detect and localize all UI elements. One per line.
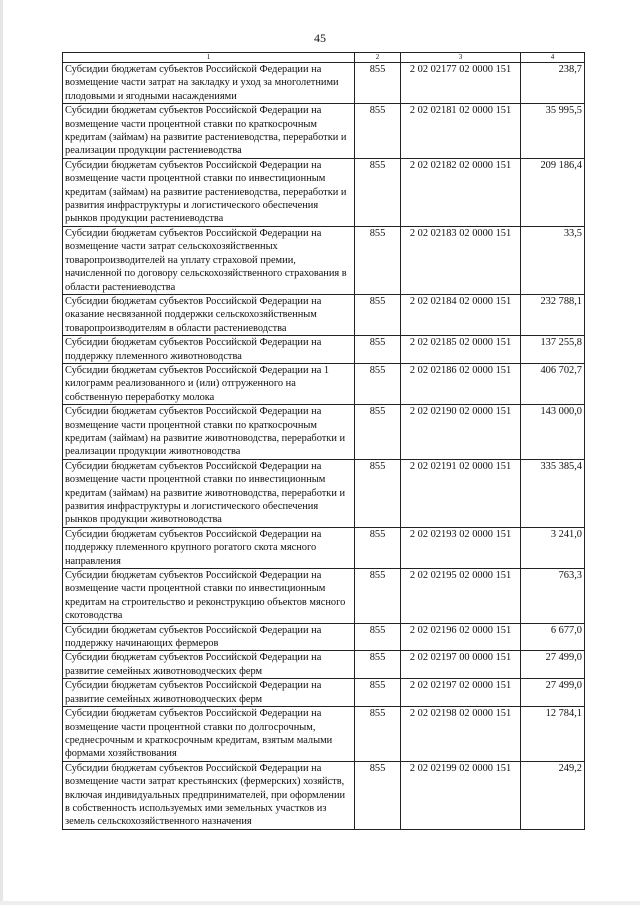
admin-code-cell: 855 [355,294,401,335]
amount-cell: 249,2 [521,761,585,829]
table-row [63,158,585,226]
table-row [63,651,585,679]
amount-cell: 33,5 [521,226,585,294]
admin-code-cell: 855 [355,336,401,364]
admin-code-cell: 855 [355,761,401,829]
admin-code-cell: 855 [355,651,401,679]
revenue-name-cell: Субсидии бюджетам субъектов Российской Федерации на возмещение части процентной ставки по инвестиционным кредитам (займам) на развитие животноводства, переработки и развития инфраструктуры и логистического обеспечения рынков продукции животноводства [63,459,355,527]
table-row [63,569,585,624]
revenue-name-cell: Субсидии бюджетам субъектов Российской Федерации на 1 килограмм реализованного и (или) отгруженного на собственную переработку молока [63,363,355,404]
admin-code-cell: 855 [355,63,401,104]
revenue-name-cell: Субсидии бюджетам субъектов Российской Федерации на возмещение части затрат сельскохозяйственных товаропроизводителей на уплату страховой премии, начисленной по договору сельскохозяйственного страхования в области растениеводства [63,226,355,294]
amount-cell: 763,3 [521,569,585,624]
revenue-name-cell: Субсидии бюджетам субъектов Российской Федерации на возмещение части затрат крестьянских (фермерских) хозяйств, включая индивидуальных предпринимателей, при оформлении в собственность используемых ими земельных участков из земель сельскохозяйственного назначения [63,761,355,829]
admin-code-cell: 855 [355,527,401,568]
budget-code-cell: 2 02 02183 02 0000 151 [401,226,521,294]
amount-cell: 335 385,4 [521,459,585,527]
budget-table [62,52,585,830]
amount-cell: 232 788,1 [521,294,585,335]
amount-cell: 27 499,0 [521,679,585,707]
amount-cell: 238,7 [521,63,585,104]
amount-cell: 6 677,0 [521,623,585,651]
amount-cell: 209 186,4 [521,158,585,226]
table-row [63,294,585,335]
table-row [63,623,585,651]
table-row [63,104,585,159]
admin-code-cell: 855 [355,363,401,404]
budget-code-cell: 2 02 02197 02 0000 151 [401,679,521,707]
budget-code-cell: 2 02 02184 02 0000 151 [401,294,521,335]
budget-code-cell: 2 02 02197 00 0000 151 [401,651,521,679]
table-row [63,226,585,294]
amount-cell: 35 995,5 [521,104,585,159]
table-row [63,707,585,762]
table-row [63,459,585,527]
admin-code-cell: 855 [355,104,401,159]
table-row [63,363,585,404]
table-row [63,336,585,364]
page-number: 45 [314,31,326,45]
table-row [63,527,585,568]
admin-code-cell: 855 [355,405,401,460]
budget-code-cell: 2 02 02182 02 0000 151 [401,158,521,226]
budget-code-cell: 2 02 02177 02 0000 151 [401,63,521,104]
revenue-name-cell: Субсидии бюджетам субъектов Российской Федерации на возмещение части процентной ставки по инвестиционным кредитам на строительство и реконструкцию объектов мясного скотоводства [63,569,355,624]
budget-code-cell: 2 02 02185 02 0000 151 [401,336,521,364]
admin-code-cell: 855 [355,707,401,762]
budget-code-cell: 2 02 02198 02 0000 151 [401,707,521,762]
table-row [63,63,585,104]
table-row [63,405,585,460]
amount-cell: 137 255,8 [521,336,585,364]
amount-cell: 143 000,0 [521,405,585,460]
budget-code-cell: 2 02 02181 02 0000 151 [401,104,521,159]
budget-code-cell: 2 02 02199 02 0000 151 [401,761,521,829]
budget-code-cell: 2 02 02196 02 0000 151 [401,623,521,651]
admin-code-cell: 855 [355,459,401,527]
scan-edge-left [0,0,3,905]
budget-code-cell: 2 02 02195 02 0000 151 [401,569,521,624]
budget-code-cell: 2 02 02191 02 0000 151 [401,459,521,527]
scan-edge-bottom [0,901,640,905]
budget-code-cell: 2 02 02190 02 0000 151 [401,405,521,460]
revenue-name-cell: Субсидии бюджетам субъектов Российской Федерации на развитие семейных животноводческих ферм [63,651,355,679]
revenue-name-cell: Субсидии бюджетам субъектов Российской Федерации на поддержку начинающих фермеров [63,623,355,651]
amount-cell: 406 702,7 [521,363,585,404]
amount-cell: 27 499,0 [521,651,585,679]
amount-cell: 3 241,0 [521,527,585,568]
admin-code-cell: 855 [355,226,401,294]
revenue-name-cell: Субсидии бюджетам субъектов Российской Федерации на возмещение части процентной ставки по инвестиционным кредитам (займам) на развитие растениеводства, переработки и развития инфраструктуры и логистического обеспечения рынков продукции растениеводства [63,158,355,226]
admin-code-cell: 855 [355,623,401,651]
revenue-name-cell: Субсидии бюджетам субъектов Российской Федерации на возмещение части процентной ставки по краткосрочным кредитам (займам) на развитие растениеводства, переработки и реализации продукции растениеводства [63,104,355,159]
admin-code-cell: 855 [355,158,401,226]
table-header-row [63,53,585,63]
revenue-name-cell: Субсидии бюджетам субъектов Российской Федерации на поддержку племенного крупного рогатого скота мясного направления [63,527,355,568]
table-body [63,63,585,830]
column-number-4: 4 [521,53,585,63]
table-row [63,761,585,829]
revenue-name-cell: Субсидии бюджетам субъектов Российской Федерации на оказание несвязанной поддержки сельскохозяйственным товаропроизводителям в области растениеводства [63,294,355,335]
table-row [63,679,585,707]
revenue-name-cell: Субсидии бюджетам субъектов Российской Федерации на возмещение части процентной ставки по краткосрочным кредитам (займам) на развитие животноводства, переработки и реализации продукции животноводства [63,405,355,460]
revenue-name-cell: Субсидии бюджетам субъектов Российской Федерации на поддержку племенного животноводства [63,336,355,364]
budget-code-cell: 2 02 02193 02 0000 151 [401,527,521,568]
column-number-1: 1 [63,53,355,63]
revenue-name-cell: Субсидии бюджетам субъектов Российской Федерации на возмещение части процентной ставки по долгосрочным, среднесрочным и краткосрочным кредитам, взятым малыми формами хозяйствования [63,707,355,762]
revenue-name-cell: Субсидии бюджетам субъектов Российской Федерации на возмещение части затрат на закладку и уход за многолетними плодовыми и ягодными насаждениями [63,63,355,104]
column-number-2: 2 [355,53,401,63]
revenue-name-cell: Субсидии бюджетам субъектов Российской Федерации на развитие семейных животноводческих ферм [63,679,355,707]
budget-code-cell: 2 02 02186 02 0000 151 [401,363,521,404]
admin-code-cell: 855 [355,569,401,624]
amount-cell: 12 784,1 [521,707,585,762]
column-number-3: 3 [401,53,521,63]
admin-code-cell: 855 [355,679,401,707]
